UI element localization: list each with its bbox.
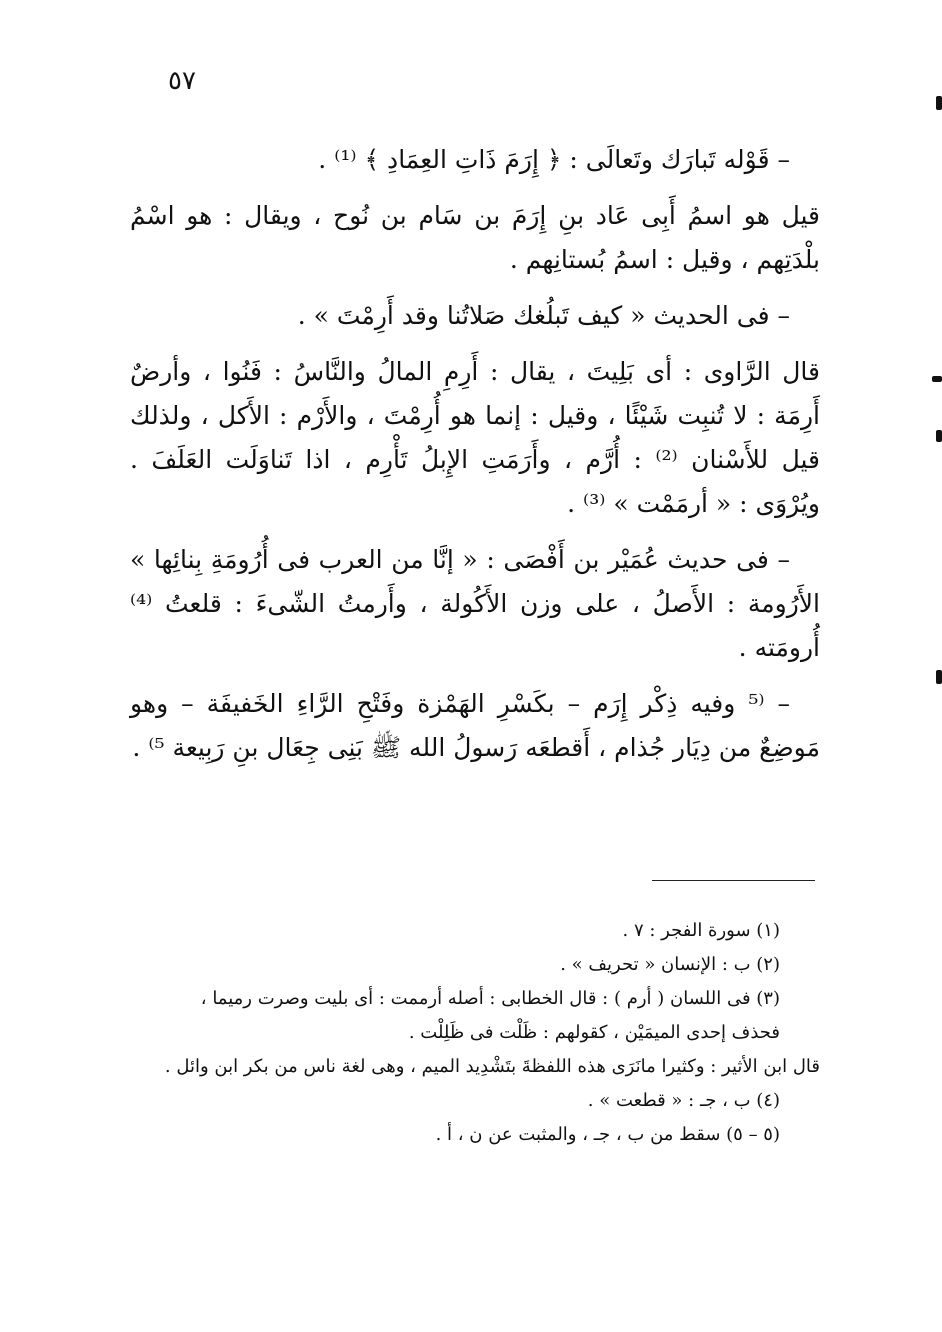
footnote-4: (٤) ب ، جـ : « قطعت » .: [587, 1090, 780, 1111]
paragraph-iram-explanation: قيل هو اسمُ أَبِى عَاد بنِ إِرَمَ بن سَام بن نُوح ، ويقال : هو اسْمُ بلْدَتِهم ، وقيل : اسمُ بُستانِهم .: [130, 201, 820, 274]
footnote-3: (٣) فى اللسان ( أرم ) : قال الخطابى : أصله أرممت : أى بليت وصرت رميما ، فحذف إحدى الميمَيْن ، كقولهم : ظَلْت فى ظَلِلْت .: [200, 988, 780, 1043]
paragraph-verse-heading: – قَوْله تَبارَك وتَعالَى : ﴿ إِرَمَ ذَاتِ العِمَادِ ﴾ ⁽¹⁾ .: [318, 145, 790, 174]
edge-mark-middle: [932, 376, 942, 382]
edge-mark-lower: [936, 430, 942, 442]
footnote-5: (٥ – ٥) سقط من ب ، جـ ، والمثبت عن ن ، أ .: [435, 1124, 780, 1145]
footnote-3-continuation: قال ابن الأثير : وكثيرا مانَرَى هذه اللفظةَ بتَشْدِيد الميم ، وهى لغة ناس من بكر ابن وائل .: [164, 1056, 820, 1077]
footnote-1: (١) سورة الفجر : ٧ .: [622, 920, 780, 941]
page-number: ٥٧: [168, 66, 196, 96]
paragraph-umayr-hadith: – فى حديث عُمَيْر بن أَفْصَى : « إنَّا من العرب فى أُرُومَةِ بِنائِها » الأَرُومة : الأَصلُ ، على وزن الأَكُولة ، وأَرمتُ الشّىءَ : قلعتُ ⁽⁴⁾ أُرومَته .: [130, 545, 820, 662]
edge-mark-top: [936, 96, 942, 110]
paragraph-iram-place: – ⁽⁵ وفيه ذِكْر إِرَم – بكَسْرِ الهَمْزة وفَتْحِ الرَّاءِ الخَفيفَة – وهو مَوضِعٌ من دِيَار جُذام ، أَقطعَه رَسولُ الله ﷺ بَنِى جِعَال بنِ رَبِيعة ⁵⁾ .: [130, 689, 820, 762]
footnote-separator: [652, 880, 815, 881]
main-text: [130, 138, 820, 782]
edge-mark-bottom: [936, 670, 942, 684]
paragraph-rawi-explanation: قال الرَّاوى : أى بَلِيتَ ، يقال : أَرِمِ المالُ والنَّاسُ : فَنُوا ، وأرضٌ أَرِمَة : لا تُنبِت شَيْئًا ، وقيل : إنما هو أُرِمْتَ ، والأَرْم : الأَكل ، ولذلك قيل للأَسْنان ⁽²⁾ : أُرَّم ، وأَرَمَتِ الإِبلُ تَأْرِم ، اذا تَناوَلَت العَلَفَ . ويُرْوَى : « أرمَمْت » ⁽³⁾ .: [130, 357, 820, 518]
paragraph-hadith-heading: – فى الحديث « كيف تَبلُغك صَلاتُنا وقد أَرِمْتَ » .: [297, 301, 790, 330]
footnote-2: (٢) ب : الإنسان « تحريف » .: [560, 954, 780, 975]
footnotes: [150, 914, 820, 1152]
